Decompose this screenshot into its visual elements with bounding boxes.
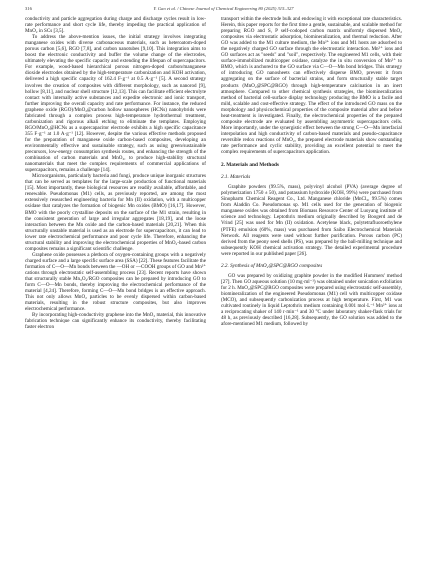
page-number: 316 <box>25 6 32 11</box>
paragraph: Microorganisms, particularly bacteria and fungi, produce unique inorganic structures that can be served as templates for the large-scale production of functional materials [15]. Most importantly, these biological resources are readily available, affordable, and renewable. Pseudomonas (M1) cells, as previously reported, are among the most extensively researched engineering bacteria for Mn (II) oxidation, with a multicopper oxidase that catalyzes the formation of biogenic Mn oxides (BMO) [16,17]. However, BMO with the poorly crystalline deposits on the surface of the M1 strain, resulting in the consistent generation of large and irregular aggregates [18,19], and the loose interaction between the Mn oxide and the carbon-based materials [20,21]. When this structurally unstable material is used as an electrode for supercapacitors, it can lead to lower rate electrochemical performance and poor cycle life. Therefore, enhancing the structural stability and improving the electrochemical properties of MnO₂-based carbon composites remains a significant scientific challenge. <box>25 173 206 252</box>
paragraph: conductivity and particle aggregation during charge and discharge cycles result in low-rate performance and short cycle life, thereby impeding the practical application of MnO₂ in SCs [3,5]. <box>25 16 206 35</box>
right-column <box>221 16 402 330</box>
subsection-heading: 2.2. Synthesis of MnO₂@SPC@RGO composites <box>221 262 323 269</box>
paragraph: Graphite powders (99.5%, mass), polyvinyl alcohol (PVA) (average degree of polymerization 1750 ± 50), and potassium hydroxide (KOH, 99%) were purchased from Sinopharm Chemical Reagent Co., Ltd. Manganese chloride (MnCl₂, 99.5%) comes from Aladdin Co. Pseudomonas sp. M1 cells used for the generation of biogenic manganese oxides was obtained from Biomass Resource Center of Luoyang institute of science and technology. Leptothrix medium originally described by Boogerd and de Vrind [25] was used for Mn (II) oxidation. Acetylene black, polytetrafluoroethylene (PTFE) emulsion (60%, mass) was purchased from Saibo Electrochemical Materials Network. All reagents were used without further purification. Porous carbon (PC) derived from the peony seed shells (PS), was prepared by the ball-milling technique and subsequently KOH chemical activation strategy. The detailed experimental procedure were reported in our published paper [26]. <box>221 184 402 257</box>
section-heading: 2. Materials and Methods <box>221 162 279 169</box>
paragraph: To address the above-mention issues, the initial strategy involves integrating manganese oxides with diverse carbonaceous materials, such as heteroatom-doped porous carbon [5,6], RGO [7,8], and carbon nanotubes [9,10]. This integration aims to boost the electronic conductivity and buffer the volume change of the electrodes, ultimately elevating the specific capacity and extending the lifespan of supercapacitors. For example, wood-based hierarchical porous nitrogen-doped carbon/manganese dioxide electrodes obtained by the high-temperature carbonization and KOH activation, delivered a high specific capacity of 162.4 F·g⁻¹ at 0.5 A·g⁻¹ [5]. A second strategy involves the creation of composites with different morphology, such as nanorod [9], hollow [8,11], and nuclear shell structure [12,13]. This can facilitate efficient electrolyte contact with internally active substances and expedite electronic and ionic transport, further improving the overall capacity and rate performance. For instance, the reduced graphene oxide (RGO)/MnO₂@carbon hollow nanospheres (HCNs) nanohybrids were fabricated through a complex process high-temperature hydrothermal treatment, carbonization and rigorous alkali etching to eliminate the templates. Employing RGO/MnO₂@HCNs as a supercapacitor electrode exhibits a high specific capacitance 355 F·g⁻¹ at 1.0 A·g⁻¹ [12]. However, despite the various effective methods proposed for the preparation of manganese oxide carbon-based composites, developing an environmentally effective and sustainable strategy, such as using green/sustainable precursors, low-energy consumption synthesis routes, and enhancing the strength of the combination of carbon materials and MnO₂, to produce high-stability structural nanomaterials that meet the complex requirements of commercial applications of supercapacitors, remains a challenge [14]. <box>25 34 206 174</box>
journal-citation: Y. Gao et al. / Chinese Journal of Chemical Engineering 80 (2025) 315–327 <box>153 6 294 11</box>
left-column <box>25 16 206 330</box>
two-column-body <box>25 16 402 330</box>
paragraph: GO was prepared by oxidizing graphite powder in the modified Hummers' method [27]. Then GO aqueous solution (10 mg·ml⁻¹) was obtained under sonication exfoliation for 2 h. MnO₂@SPC@RGO composites were prepared using electrostatic self-assembly, biomineralization of the engineered Pseudomonas (M1) cell with multicopper oxidase (MCO), and subsequently carbonization process at high temperature. First, M1 was cultivated routinely in liquid Leptothrix medium containing 0.001 mol·L⁻¹ Mn²⁺ ions at a reciprocating shaker of 140 r·min⁻¹ and 30 °C under laboratory shaker-flask trials for 48 h, as previously described [16,28]. Subsequently, the GO solution was added to the afore-mentioned M1 medium, followed by <box>221 272 402 328</box>
running-header <box>25 6 402 16</box>
subsection-heading: 2.1. Materials <box>221 174 251 181</box>
paragraph: transport within the electrode bulk and endowing it with exceptional rate characteristics. Herein, this paper reports for the first time a gentle, sustainable, and scalable method for preparing RGO and S, P self-codoped carbon matrix uniformly dispersed MnO₂ composites via electrostatic adsorption, biomineralization, and thermal reduction. After GO was added to the M1 culture medium, the Mn²⁺ ions and M1 hosts are adsorbed to the negatively charged GO surface through the electrostatic interaction. Mn²⁺ ions and GO surfaces act as "seeds" and "soil", respectively. The engineered M1 cells, with their surface-immobilized multicopper oxidase, catalyze the in situ conversion of Mn²⁺ to BMO, which is anchored to the GO surface via C—O—Mn bond bridges. This strategy of introducing GO nanosheets can effectively disperse BMO, prevent it from aggregating on the surface of bacterial strains, and form structurally stable target products (MnO₂@SPC@RGO) through high-temperature calcination in an inert atmosphere. Compared to other chemical synthesis strategies, the biomineralization method of bacterial cell-surface display technology producing the BMO is a facile and mild, scalable and cost-effective strategy. The effect of the introduced GO mass on the morphology and physicochemical properties of the composite material after and before heat-treatment is investigated. Finally, the electrochemical properties of the prepared composite electrode are evaluated by assembling asymmetric supercapacitors cells. More importantly, under the synergistic effect between the strong C—O—Mn interfacial interpolation and high conductivity of carbon-based materials and pseudo-capacitance reversible redox reactions of MnO₂, the prepared electrode materials show outstanding rate performance and cyclic stability, providing an excellent potential to meet the complex requirements of supercapacitors application. <box>221 16 402 156</box>
paragraph: Graphene oxide possesses a plethora of oxygen-containing groups with a negatively charged surface and a large specific surface area (SSA) [22]. These features facilitate the formation of C—O—Mn bonds between the —OH or —COOH groups of GO and Mn²⁺ cations through electrostatic self-assembling process [23]. Recent reports have shown that structurally stable Mn₃O₄/RGO composites can be prepared by introducing GO to form C—O—Mn bonds, thereby improving the electrochemical performance of the material [4,24]. Therefore, forming C—O—Mn bond bridges is an effective approach. This not only allows MnO₂ particles to be evenly dispersed within carbon-based materials, resulting in the robust structure composites, but also improves electrochemical performance. <box>25 251 206 313</box>
paragraph: By incorporating high-conductivity graphene into the MnO₂ material, this innovative fabrication technique can significantly enhance its conductivity, thereby facilitating faster electron <box>25 312 206 331</box>
